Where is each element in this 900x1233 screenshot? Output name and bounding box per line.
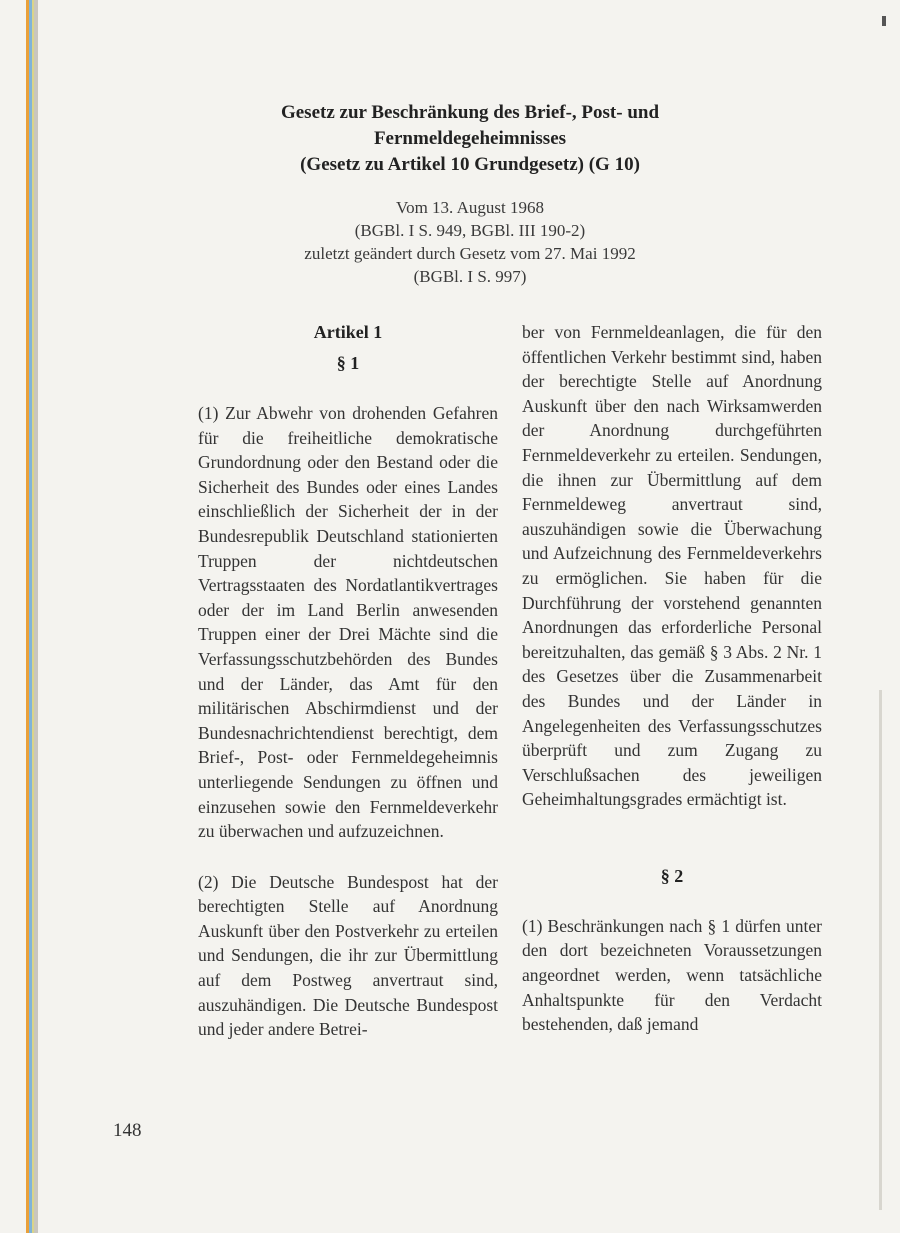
law-title	[200, 100, 740, 178]
section-heading-2: § 2	[660, 865, 684, 886]
right-column	[522, 320, 822, 1037]
title-line: (Gesetz zu Artikel 10 Grundgesetz) (G 10)	[300, 154, 640, 175]
law-metadata	[200, 196, 740, 288]
meta-amendment-citation: (BGBl. I S. 997)	[413, 267, 527, 286]
page-number: 148	[113, 1120, 142, 1141]
paragraph-1-2-continued: ber von Fernmeldeanlagen, die für den öffentlichen Verkehr bestimmt sind, haben der berechtigte Stelle auf Anordnung Auskunft über den nach Wirksamwerden der Anordnung durchgeführten Fernmeldeverkehr zu erteilen. Sendungen, die ihnen zur Übermittlung auf dem Fernmeldeweg anvertraut sind, auszuhändigen sowie die Überwachung und Aufzeichnung des Fernmeldeverkehrs zu ermöglichen. Sie haben für die Durchführung der vorstehend genannten Anordnungen das erforderliche Personal bereitzuhalten, das gemäß § 3 Abs. 2 Nr. 1 des Gesetzes über die Zusammenarbeit des Bundes und der Länder in Angelegenheiten des Verfassungsschutzes überprüft und zum Zugang zu Verschlußsachen des jeweiligen Geheimhaltungsgrades ermächtigt ist.	[522, 322, 822, 810]
paragraph-1-2: (2) Die Deutsche Bundespost hat der berechtigten Stelle auf Anordnung Auskunft über den Postverkehr zu erteilen und Sendungen, die ihr zur Übermittlung auf dem Postweg anvertraut sind, auszuhändigen. Die Deutsche Bundespost und jeder andere Betrei-	[198, 871, 498, 1040]
meta-amendment: zuletzt geändert durch Gesetz vom 27. Mai 1992	[304, 244, 636, 263]
section-heading-1: § 1	[336, 353, 360, 373]
scan-edge-stripes	[26, 0, 38, 1233]
paragraph-1-1: (1) Zur Abwehr von drohenden Gefahren für die freiheitliche demokratische Grundordnung oder den Bestand oder die Sicherheit des Bundes oder eines Landes einschließlich der Sicherheit der in der Bundesrepublik Deutschland stationierten Truppen der nichtdeutschen Vertragsstaaten des Nordatlantikvertrages oder der im Land Berlin anwesenden Truppen einer der Drei Mächte sind die Verfassungsschutzbehörden des Bundes und der Länder, das Amt für den militärischen Abschirmdienst und der Bundesnachrichtendienst berechtigt, dem Brief-, Post- oder Fernmeldegeheimnis unterliegende Sendungen zu öffnen und einzusehen sowie den Fernmeldeverkehr zu überwachen und aufzuzeichnen.	[198, 403, 498, 842]
scan-right-edge	[879, 690, 882, 1210]
meta-date: Vom 13. August 1968	[396, 198, 544, 217]
article-heading: Artikel 1	[313, 322, 383, 342]
scan-corner-mark	[882, 16, 886, 26]
title-line: Fernmeldegeheimnisses	[373, 128, 567, 149]
paragraph-2-1: (1) Beschränkungen nach § 1 dürfen unter den dort bezeichneten Voraussetzungen angeordnet werden, wenn tatsächliche Anhaltspunkte für den Verdacht bestehenden, daß jemand	[522, 915, 822, 1035]
meta-citation: (BGBl. I S. 949, BGBl. III 190-2)	[354, 221, 586, 240]
left-column	[198, 320, 498, 1042]
title-line: Gesetz zur Beschränkung des Brief-, Post- und	[280, 102, 660, 123]
